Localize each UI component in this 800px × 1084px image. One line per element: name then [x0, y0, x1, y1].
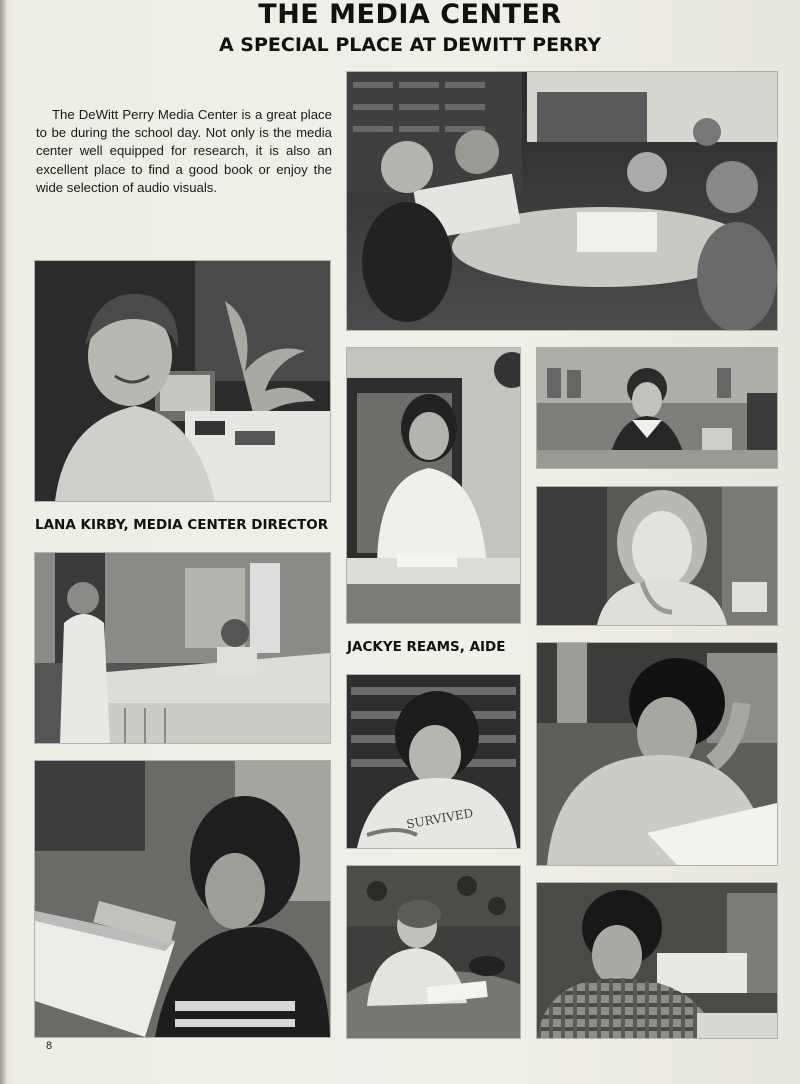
- boy-reading-book-photo: [35, 761, 330, 1037]
- director-portrait-photo: [35, 261, 330, 501]
- library-tables-photo: [347, 72, 777, 330]
- aide-portrait-photo: [347, 348, 520, 623]
- director-caption: LANA KIRBY, MEDIA CENTER DIRECTOR: [35, 517, 329, 533]
- boy-plaid-shirt-photo: [537, 883, 777, 1038]
- girl-writing-bookshelf-photo: [347, 675, 520, 848]
- boy-head-on-hand-photo: [537, 643, 777, 865]
- svg-text:SURVIVED: SURVIVED: [405, 805, 475, 832]
- aide-caption: JACKYE REAMS, AIDE: [347, 639, 506, 655]
- binding-edge: [0, 0, 6, 1084]
- circulation-desk-photo: [35, 553, 330, 743]
- girl-at-round-table-photo: [347, 866, 520, 1038]
- girl-portrait-photo: [537, 487, 777, 625]
- boy-at-desk-photo: [537, 348, 777, 468]
- intro-paragraph: The DeWitt Perry Media Center is a great place to be during the school day. Not only is the media center well equipped for research, it is also an excellent place to find a good book or enjoy the wide selection of audio visuals.: [36, 107, 332, 195]
- page-subtitle: A SPECIAL PLACE AT DEWITT PERRY: [218, 34, 602, 56]
- page-title: THE MEDIA CENTER: [258, 0, 562, 30]
- page-number: 8: [46, 1040, 53, 1052]
